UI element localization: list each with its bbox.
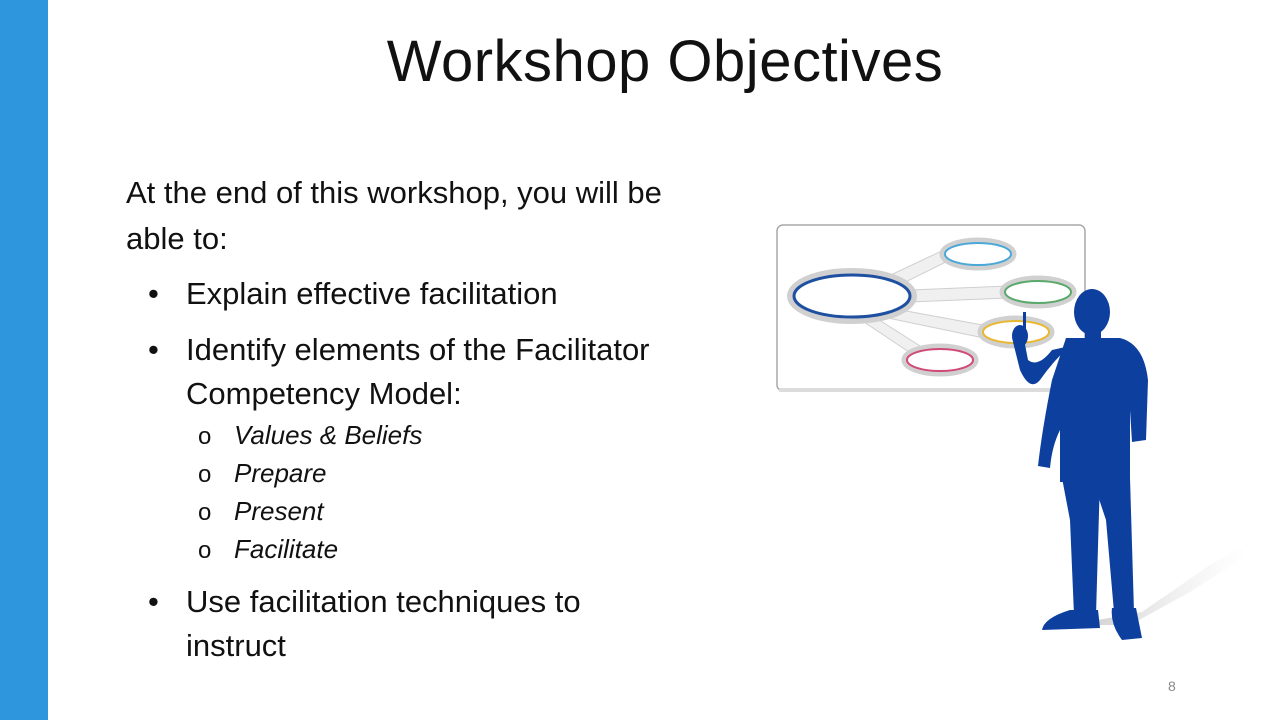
- sub-marker: o: [198, 423, 212, 450]
- sub-item-text: Present: [234, 496, 324, 526]
- objective-text: Explain effective facilitation: [186, 276, 558, 311]
- sub-item-text: Values & Beliefs: [234, 420, 423, 450]
- objective-text: Use facilitation techniques to instruct: [186, 584, 581, 663]
- objective-item: [126, 272, 686, 316]
- sub-item: [186, 454, 686, 492]
- sub-item: [186, 492, 686, 530]
- slide-body: [126, 170, 686, 680]
- intro-text: At the end of this workshop, you will be able to:: [126, 175, 662, 256]
- bullet-marker: •: [148, 276, 159, 311]
- bullet-marker: •: [148, 584, 159, 619]
- presenter-illustration: [770, 220, 1270, 650]
- slide-title: Workshop Objectives: [386, 29, 944, 94]
- bullet-marker: •: [148, 332, 159, 367]
- objective-item: [126, 328, 686, 568]
- sub-marker: o: [198, 461, 212, 488]
- objectives-list: [126, 272, 686, 668]
- sidebar-accent-bar: [0, 0, 48, 720]
- objective-text: Identify elements of the Facilitator Competency Model:: [186, 332, 650, 411]
- sub-item: [186, 530, 686, 568]
- sub-item-text: Facilitate: [234, 534, 339, 564]
- page-number: 8: [1168, 678, 1176, 694]
- sub-marker: o: [198, 499, 212, 526]
- sub-item-text: Prepare: [234, 458, 327, 488]
- competency-sub-list: [186, 416, 686, 568]
- objective-item: [126, 580, 686, 668]
- sub-item: [186, 416, 686, 454]
- sub-marker: o: [198, 537, 212, 564]
